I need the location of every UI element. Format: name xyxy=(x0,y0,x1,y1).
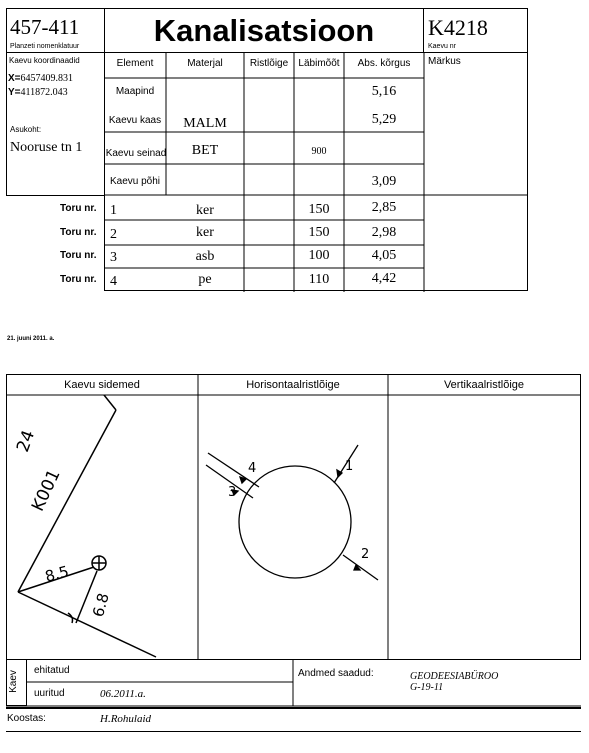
x-coordinate xyxy=(8,73,73,84)
pipe-number: 4 xyxy=(110,274,117,289)
pipe-material: pe xyxy=(198,272,212,287)
data-source-label: Andmed saadud: xyxy=(298,668,374,679)
dimension-label: 6.8 xyxy=(89,591,113,619)
sheet-number-cell xyxy=(6,8,105,53)
row-height: 5,29 xyxy=(371,112,397,127)
pipe-label: 3 xyxy=(228,485,237,500)
y-value: 411872.043 xyxy=(20,87,68,98)
pipe-diameter: 100 xyxy=(308,248,330,263)
well-number: K4218 xyxy=(428,15,488,40)
panel-title-connections: Kaevu sidemed xyxy=(64,379,140,391)
well-caption: Kaevu nr xyxy=(428,43,457,50)
pipe-height: 4,42 xyxy=(371,271,397,286)
pipe-row xyxy=(0,195,589,220)
col-element: Element xyxy=(116,58,154,69)
row-diameter: 900 xyxy=(311,146,327,157)
pipe-row xyxy=(0,245,589,268)
x-value: 6457409.831 xyxy=(20,73,74,84)
row-element: Kaevu põhi xyxy=(109,176,161,187)
data-source-code: G-19-11 xyxy=(410,682,444,693)
pipe-material: ker xyxy=(196,203,214,218)
row-height: 3,09 xyxy=(371,174,397,189)
col-remarks: Märkus xyxy=(428,56,461,67)
right-angle-mark xyxy=(68,613,73,623)
pipe-label: Toru nr. xyxy=(60,274,97,285)
row-element: Kaevu seinad xyxy=(105,148,167,159)
page-title: Kanalisatsioon xyxy=(153,13,375,48)
pipe-height: 2,85 xyxy=(371,200,397,215)
row-material: MALM xyxy=(183,116,227,131)
pipe-diameter: 150 xyxy=(308,202,330,217)
pipe-material: asb xyxy=(195,249,215,264)
pipe-height: 4,05 xyxy=(371,248,397,263)
surveyed-value: 06.2011.a. xyxy=(100,688,146,700)
sheet-number: 457-411 xyxy=(10,15,80,39)
built-label: ehitatud xyxy=(34,665,70,676)
sheet-caption: Planzeti nomenklatuur xyxy=(10,43,80,50)
pipe-number: 1 xyxy=(110,203,117,218)
pipe-label: Toru nr. xyxy=(60,203,97,214)
col-abs-height: Abs. kõrgus xyxy=(357,58,411,69)
pipe-height: 2,98 xyxy=(371,225,397,240)
dimension-label: 8.5 xyxy=(43,562,71,586)
pipe-row xyxy=(0,268,589,292)
title-cell xyxy=(104,8,424,53)
sketch-label: K001 xyxy=(28,466,65,515)
row-height: 5,16 xyxy=(371,84,397,99)
panel-title-horizontal: Horisontaalristlõige xyxy=(246,379,340,391)
author-name: H.Rohulaid xyxy=(100,713,152,725)
y-coordinate xyxy=(8,87,68,98)
col-cross-section: Ristlõige xyxy=(249,58,289,69)
pipe-diameter: 110 xyxy=(308,272,330,287)
row-material: BET xyxy=(191,143,219,158)
pipe-label: Toru nr. xyxy=(60,227,97,238)
coordinates-block xyxy=(6,52,105,196)
coords-caption: Kaevu koordinaadid xyxy=(9,56,80,65)
pipe-number: 3 xyxy=(110,250,117,265)
document-date: 21. juuni 2011. a. xyxy=(7,336,55,342)
surveyed-label: uuritud xyxy=(34,688,65,699)
horizontal-sketch xyxy=(198,395,388,660)
pipe-label: Toru nr. xyxy=(60,250,97,261)
x-label: X= xyxy=(8,73,21,84)
pipe-label: 4 xyxy=(248,461,257,476)
pipe-label: 2 xyxy=(361,547,370,562)
pipe-label: 1 xyxy=(345,459,354,474)
well-number-cell xyxy=(423,8,528,53)
data-source-org: GEODEESIABÜROO xyxy=(410,671,499,682)
pipe-material: ker xyxy=(196,225,214,240)
y-label: Y= xyxy=(8,87,21,98)
bottom-rule xyxy=(6,731,581,732)
address-caption: Asukoht: xyxy=(10,125,42,134)
pipe-diameter: 150 xyxy=(308,225,330,240)
building-wall xyxy=(18,592,156,657)
author-label: Koostas: xyxy=(7,713,46,724)
address: Nooruse tn 1 xyxy=(10,140,83,155)
pipe-number: 2 xyxy=(110,227,117,242)
sketch-label: 24 xyxy=(13,427,40,455)
pipe-row xyxy=(0,220,589,245)
col-material: Materjal xyxy=(187,58,223,69)
kaev-label: Kaev xyxy=(7,670,19,693)
building-wall xyxy=(104,395,116,410)
col-diameter: Läbimõõt xyxy=(298,58,340,69)
row-element: Maapind xyxy=(115,86,155,97)
panel-title-vertical: Vertikaalristlõige xyxy=(443,379,525,391)
row-element: Kaevu kaas xyxy=(108,115,162,126)
footer-lines xyxy=(6,659,582,711)
